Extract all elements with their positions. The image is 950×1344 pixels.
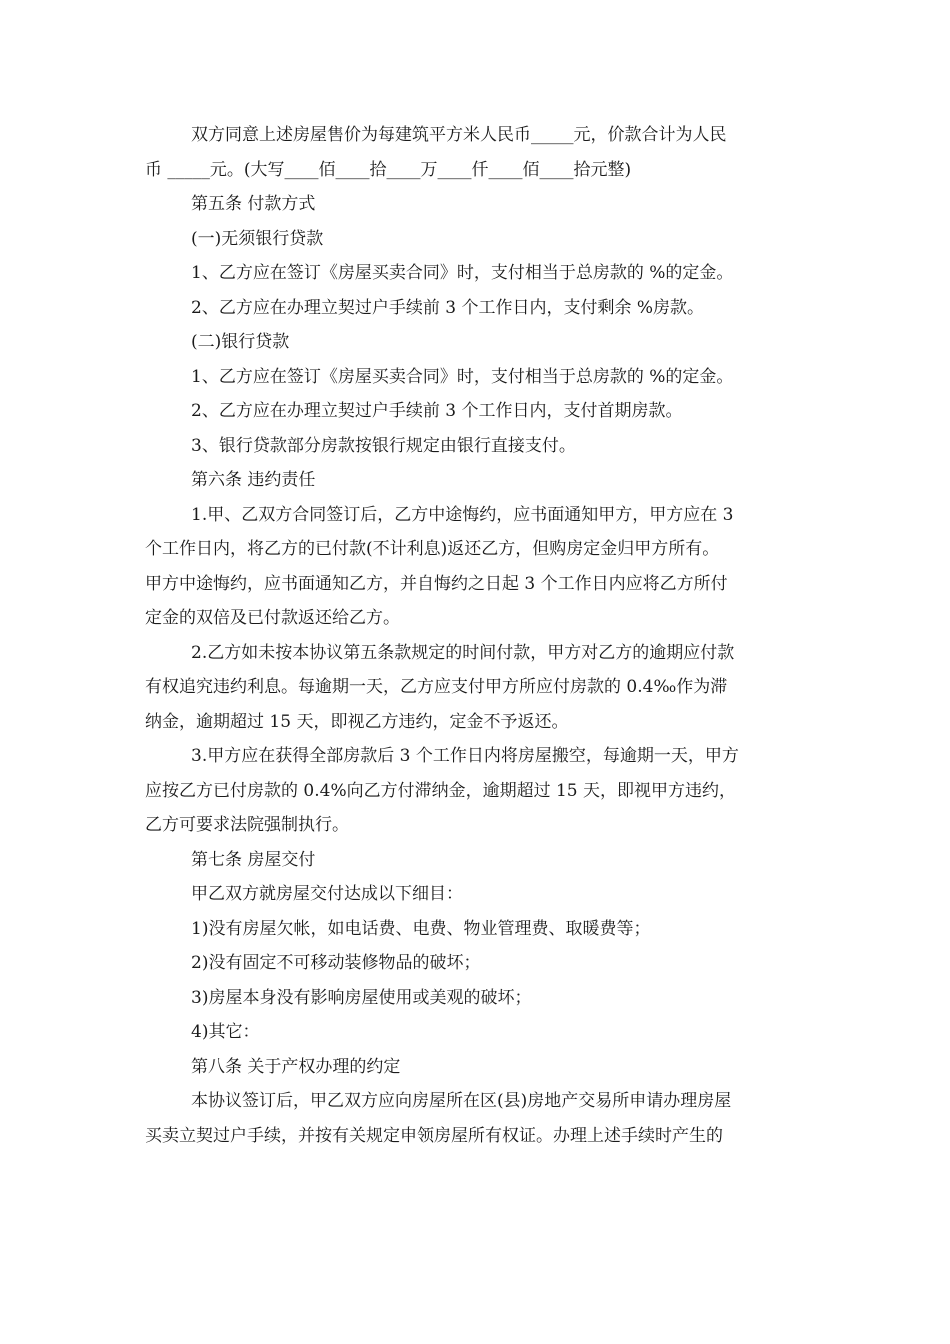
text-line: 乙方可要求法院强制执行。 [145,815,349,835]
list-item: 1)没有房屋欠帐，如电话费、电费、物业管理费、取暖费等； [191,918,651,939]
section-heading: 第七条 房屋交付 [191,849,316,870]
text-line: 定金的双倍及已付款返还给乙方。 [145,608,400,628]
list-item: 3)房屋本身没有影响房屋使用或美观的破坏； [191,987,532,1008]
text-line: 个工作日内，将乙方的已付款(不计利息)返还乙方，但购房定金归甲方所有。 [145,539,720,559]
text-line: 本协议签订后，甲乙双方应向房屋所在区(县)房地产交易所申请办理房屋 [191,1091,732,1111]
text-line: 1.甲、乙双方合同签订后，乙方中途悔约，应书面通知甲方，甲方应在 3 [191,504,734,525]
text-line: 有权追究违约利息。每逾期一天，乙方应支付甲方所应付房款的 0.4‰作为滞 [145,677,728,697]
text-line: 3.甲方应在获得全部房款后 3 个工作日内将房屋搬空，每逾期一天，甲方 [191,746,739,766]
text-line: 应按乙方已付房款的 0.4%向乙方付滞纳金，逾期超过 15 天，即视甲方违约， [145,780,737,801]
subsection-heading: (一)无须银行贷款 [191,228,324,249]
text-line: 买卖立契过户手续，并按有关规定申领房屋所有权证。办理上述手续时产生的 [145,1125,723,1146]
text-line: 2.乙方如未按本协议第五条款规定的时间付款，甲方对乙方的逾期应付款 [191,642,735,663]
subsection-heading: (二)银行贷款 [191,332,290,352]
text-line: 甲方中途悔约，应书面通知乙方，并自悔约之日起 3 个工作日内应将乙方所付 [145,573,728,594]
text-line: 纳金，逾期超过 15 天，即视乙方违约，定金不予返还。 [145,711,569,732]
list-item: 4)其它： [191,1022,260,1042]
list-item: 2)没有固定不可移动装修物品的破坏； [191,953,481,973]
section-heading: 第六条 违约责任 [191,470,316,490]
section-heading: 第五条 付款方式 [191,194,316,214]
list-item: 3、银行贷款部分房款按银行规定由银行直接支付。 [191,435,576,456]
document-body [145,118,810,1153]
list-item: 1、乙方应在签订《房屋买卖合同》时，支付相当于总房款的 %的定金。 [191,366,734,387]
list-item: 2、乙方应在办理立契过户手续前 3 个工作日内，支付首期房款。 [191,401,683,421]
text-line: 甲乙双方就房屋交付达成以下细目： [191,884,463,904]
text-line: 双方同意上述房屋售价为每建筑平方米人民币_____元，价款合计为人民 [191,125,727,145]
section-heading: 第八条 关于产权办理的约定 [191,1056,401,1077]
text-line: 币 _____元。(大写____佰____拾____万____仟____佰____拾元整) [145,159,632,180]
list-item: 1、乙方应在签订《房屋买卖合同》时，支付相当于总房款的 %的定金。 [191,263,734,283]
list-item: 2、乙方应在办理立契过户手续前 3 个工作日内，支付剩余 %房款。 [191,297,704,318]
